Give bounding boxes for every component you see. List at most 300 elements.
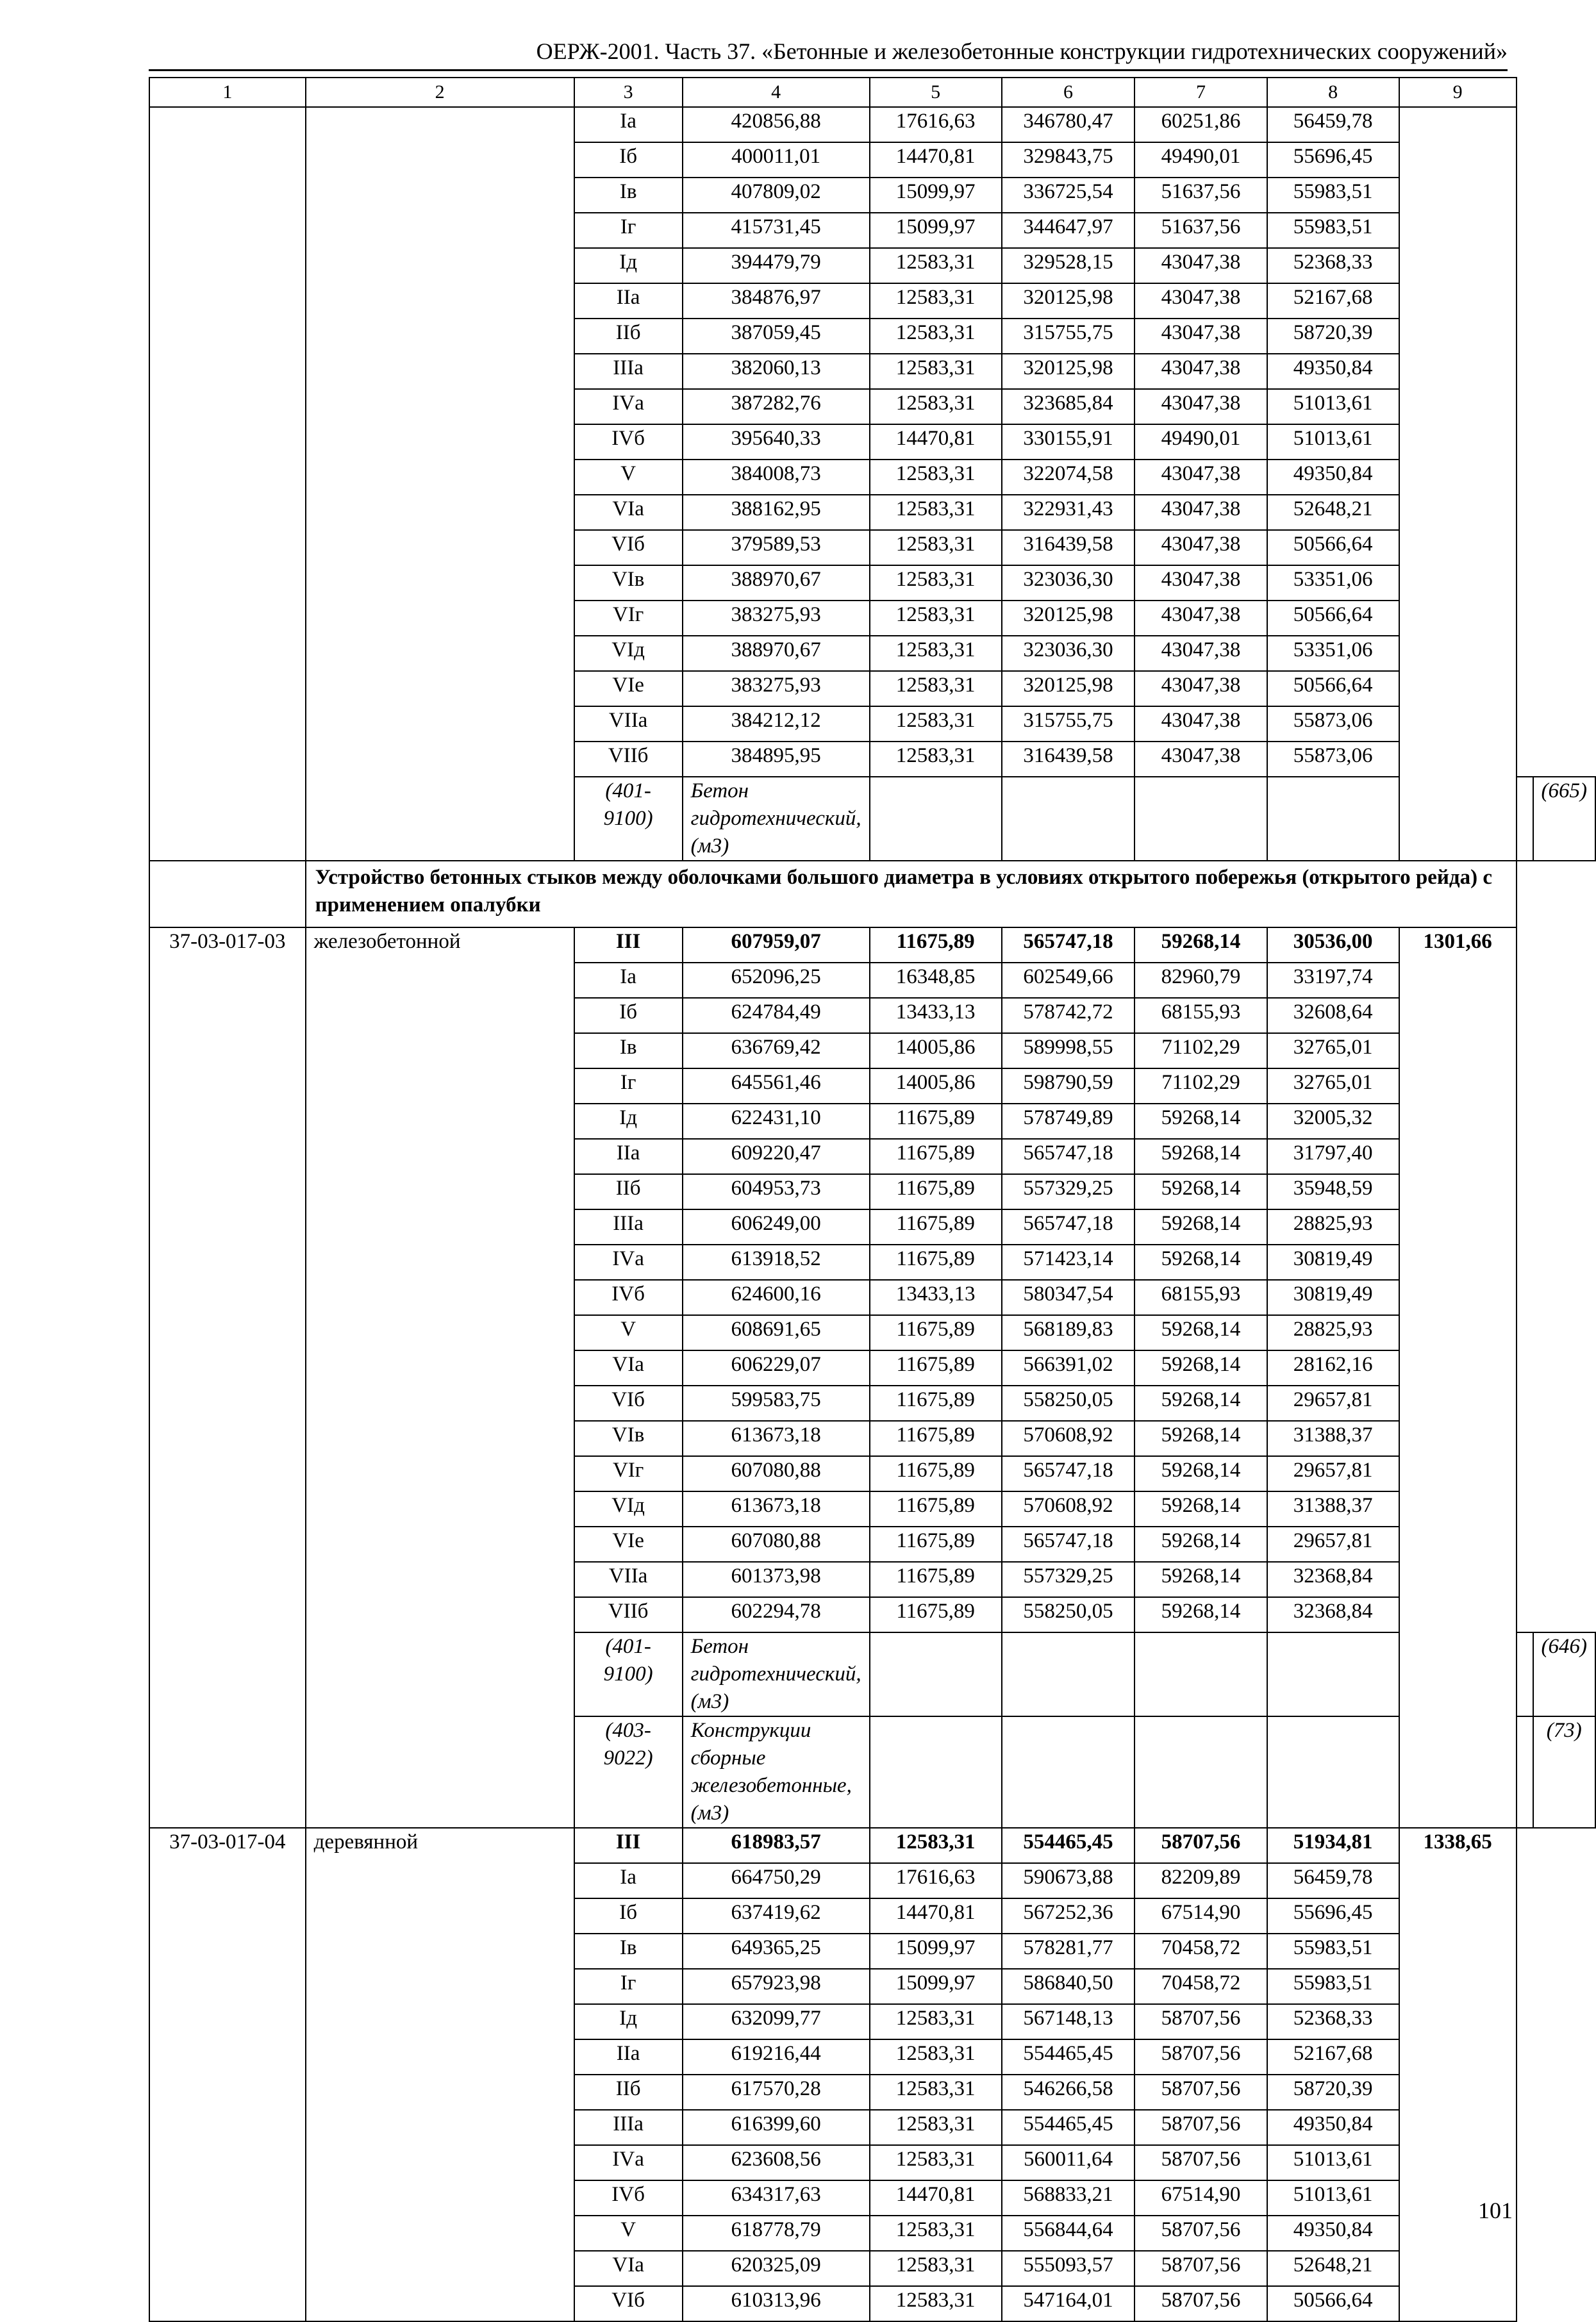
labor-cost-cell: 12583,31 — [870, 1828, 1002, 1863]
machine-cost-cell: 570608,92 — [1002, 1421, 1135, 1456]
labor-cost-cell: 12583,31 — [870, 389, 1002, 424]
machine-cost-cell: 567148,13 — [1002, 2004, 1135, 2039]
machine-cost-cell: 565747,18 — [1002, 1139, 1135, 1174]
zone-cell: IIа — [574, 283, 683, 319]
labor-cost-cell: 12583,31 — [870, 2251, 1002, 2286]
materials-cost-cell: 29657,81 — [1267, 1527, 1399, 1562]
table-row — [149, 1828, 1595, 1863]
zone-cell: Iв — [574, 1934, 683, 1969]
operator-wage-cell: 59268,14 — [1135, 1386, 1267, 1421]
operator-wage-cell: 43047,38 — [1135, 706, 1267, 742]
zone-cell: Iб — [574, 142, 683, 178]
machine-cost-cell: 571423,14 — [1002, 1245, 1135, 1280]
machine-cost-cell: 322931,43 — [1002, 495, 1135, 530]
operator-wage-cell: 43047,38 — [1135, 565, 1267, 601]
total-cost-cell: 420856,88 — [683, 107, 870, 142]
operator-wage-cell: 43047,38 — [1135, 495, 1267, 530]
operator-wage-cell: 59268,14 — [1135, 1315, 1267, 1350]
section-title: Устройство бетонных стыков между оболочками большого диаметра в условиях открытого побережья (открытого рейда) с применением опалубки — [306, 861, 1517, 927]
zone-cell: Iв — [574, 178, 683, 213]
total-cost-cell: 657923,98 — [683, 1969, 870, 2004]
machine-cost-cell: 578749,89 — [1002, 1104, 1135, 1139]
zone-cell: VIе — [574, 671, 683, 706]
machine-cost-cell: 554465,45 — [1002, 1828, 1135, 1863]
labor-cost-cell: 11675,89 — [870, 1174, 1002, 1209]
section-row — [149, 861, 1595, 927]
empty-cell — [1267, 777, 1399, 861]
operator-wage-cell: 82209,89 — [1135, 1863, 1267, 1898]
labor-cost-cell: 12583,31 — [870, 601, 1002, 636]
operator-wage-cell: 58707,56 — [1135, 1828, 1267, 1863]
machine-cost-cell: 567252,36 — [1002, 1898, 1135, 1934]
operator-wage-cell: 82960,79 — [1135, 963, 1267, 998]
materials-cost-cell: 56459,78 — [1267, 1863, 1399, 1898]
labor-cost-cell: 17616,63 — [870, 1863, 1002, 1898]
materials-cost-cell: 49350,84 — [1267, 354, 1399, 389]
zone-cell: VIг — [574, 601, 683, 636]
machine-cost-cell: 556844,64 — [1002, 2216, 1135, 2251]
labor-cost-cell: 17616,63 — [870, 107, 1002, 142]
materials-cost-cell: 53351,06 — [1267, 565, 1399, 601]
total-cost-cell: 624600,16 — [683, 1280, 870, 1315]
empty-cell — [870, 1716, 1002, 1828]
machine-cost-cell: 320125,98 — [1002, 601, 1135, 636]
labor-cost-cell: 12583,31 — [870, 495, 1002, 530]
materials-cost-cell: 53351,06 — [1267, 636, 1399, 671]
total-cost-cell: 609220,47 — [683, 1139, 870, 1174]
machine-cost-cell: 547164,01 — [1002, 2286, 1135, 2321]
materials-cost-cell: 55983,51 — [1267, 178, 1399, 213]
operator-wage-cell: 43047,38 — [1135, 460, 1267, 495]
labor-cost-cell: 16348,85 — [870, 963, 1002, 998]
operator-wage-cell: 59268,14 — [1135, 1597, 1267, 1632]
zone-cell: VIIб — [574, 1597, 683, 1632]
machine-cost-cell: 565747,18 — [1002, 1209, 1135, 1245]
zone-cell: V — [574, 2216, 683, 2251]
labor-cost-cell: 11675,89 — [870, 1421, 1002, 1456]
operator-wage-cell: 67514,90 — [1135, 2180, 1267, 2216]
machine-cost-cell: 578281,77 — [1002, 1934, 1135, 1969]
machine-cost-cell: 323036,30 — [1002, 636, 1135, 671]
materials-cost-cell: 28162,16 — [1267, 1350, 1399, 1386]
zone-cell: Iд — [574, 248, 683, 283]
labor-cost-cell: 12583,31 — [870, 354, 1002, 389]
labor-cost-cell: 11675,89 — [870, 1209, 1002, 1245]
labor-cost-cell: 11675,89 — [870, 1139, 1002, 1174]
machine-cost-cell: 568189,83 — [1002, 1315, 1135, 1350]
machine-cost-cell: 320125,98 — [1002, 283, 1135, 319]
machine-cost-cell: 329843,75 — [1002, 142, 1135, 178]
total-cost-cell: 613673,18 — [683, 1491, 870, 1527]
machine-cost-cell: 323685,84 — [1002, 389, 1135, 424]
zone-cell: IIа — [574, 2039, 683, 2075]
operator-wage-cell: 60251,86 — [1135, 107, 1267, 142]
materials-cost-cell: 55983,51 — [1267, 213, 1399, 248]
labor-hours-cell — [1399, 107, 1517, 861]
zone-cell: VIIб — [574, 742, 683, 777]
materials-cost-cell: 28825,93 — [1267, 1209, 1399, 1245]
labor-cost-cell: 13433,13 — [870, 1280, 1002, 1315]
zone-cell: IIIа — [574, 1209, 683, 1245]
operator-wage-cell: 59268,14 — [1135, 1456, 1267, 1491]
column-number-cell: 8 — [1267, 78, 1399, 107]
labor-cost-cell: 11675,89 — [870, 1597, 1002, 1632]
labor-cost-cell: 11675,89 — [870, 1104, 1002, 1139]
labor-cost-cell: 12583,31 — [870, 671, 1002, 706]
labor-cost-cell: 13433,13 — [870, 998, 1002, 1033]
total-cost-cell: 384008,73 — [683, 460, 870, 495]
table-row — [149, 927, 1595, 963]
operator-wage-cell: 58707,56 — [1135, 2216, 1267, 2251]
operator-wage-cell: 43047,38 — [1135, 530, 1267, 565]
labor-cost-cell: 12583,31 — [870, 283, 1002, 319]
column-number-cell: 2 — [306, 78, 574, 107]
materials-cost-cell: 55696,45 — [1267, 142, 1399, 178]
zone-cell: IVа — [574, 1245, 683, 1280]
total-cost-cell: 607080,88 — [683, 1527, 870, 1562]
zone-cell: VIб — [574, 530, 683, 565]
operator-wage-cell: 43047,38 — [1135, 354, 1267, 389]
materials-cost-cell: 49350,84 — [1267, 2110, 1399, 2145]
machine-cost-cell: 344647,97 — [1002, 213, 1135, 248]
total-cost-cell: 632099,77 — [683, 2004, 870, 2039]
zone-cell: VIб — [574, 2286, 683, 2321]
materials-cost-cell: 30536,00 — [1267, 927, 1399, 963]
zone-cell: VIа — [574, 495, 683, 530]
total-cost-cell: 604953,73 — [683, 1174, 870, 1209]
resource-name: Конструкции сборные железобетонные, (м3) — [683, 1716, 870, 1828]
rate-code-cell: 37-03-017-03 — [149, 927, 306, 1828]
operator-wage-cell: 51637,56 — [1135, 178, 1267, 213]
machine-cost-cell: 330155,91 — [1002, 424, 1135, 460]
zone-cell: Iб — [574, 1898, 683, 1934]
machine-cost-cell: 320125,98 — [1002, 671, 1135, 706]
machine-cost-cell: 329528,15 — [1002, 248, 1135, 283]
machine-cost-cell: 565747,18 — [1002, 1456, 1135, 1491]
empty-cell — [1002, 777, 1135, 861]
machine-cost-cell: 346780,47 — [1002, 107, 1135, 142]
machine-cost-cell: 565747,18 — [1002, 1527, 1135, 1562]
materials-cost-cell: 52368,33 — [1267, 2004, 1399, 2039]
labor-cost-cell: 12583,31 — [870, 460, 1002, 495]
total-cost-cell: 384895,95 — [683, 742, 870, 777]
machine-cost-cell: 554465,45 — [1002, 2110, 1135, 2145]
operator-wage-cell: 70458,72 — [1135, 1969, 1267, 2004]
labor-cost-cell: 12583,31 — [870, 319, 1002, 354]
empty-cell — [1135, 1632, 1267, 1716]
operator-wage-cell: 43047,38 — [1135, 319, 1267, 354]
total-cost-cell: 388970,67 — [683, 565, 870, 601]
column-number-cell: 5 — [870, 78, 1002, 107]
machine-cost-cell: 598790,59 — [1002, 1068, 1135, 1104]
machine-cost-cell: 546266,58 — [1002, 2075, 1135, 2110]
total-cost-cell: 613918,52 — [683, 1245, 870, 1280]
operator-wage-cell: 68155,93 — [1135, 998, 1267, 1033]
machine-cost-cell: 557329,25 — [1002, 1174, 1135, 1209]
total-cost-cell: 608691,65 — [683, 1315, 870, 1350]
labor-cost-cell: 12583,31 — [870, 530, 1002, 565]
resource-quantity: (665) — [1533, 777, 1595, 861]
zone-cell: VIв — [574, 565, 683, 601]
labor-cost-cell: 14470,81 — [870, 424, 1002, 460]
materials-cost-cell: 51934,81 — [1267, 1828, 1399, 1863]
zone-cell: IIIа — [574, 354, 683, 389]
total-cost-cell: 602294,78 — [683, 1597, 870, 1632]
labor-hours-cell: 1301,66 — [1399, 927, 1517, 1828]
machine-cost-cell: 315755,75 — [1002, 706, 1135, 742]
materials-cost-cell: 58720,39 — [1267, 2075, 1399, 2110]
total-cost-cell: 407809,02 — [683, 178, 870, 213]
rate-code-cell — [149, 107, 306, 861]
labor-cost-cell: 12583,31 — [870, 636, 1002, 671]
total-cost-cell: 601373,98 — [683, 1562, 870, 1597]
total-cost-cell: 624784,49 — [683, 998, 870, 1033]
column-number-cell: 7 — [1135, 78, 1267, 107]
operator-wage-cell: 68155,93 — [1135, 1280, 1267, 1315]
operator-wage-cell: 58707,56 — [1135, 2004, 1267, 2039]
operator-wage-cell: 59268,14 — [1135, 927, 1267, 963]
total-cost-cell: 599583,75 — [683, 1386, 870, 1421]
materials-cost-cell: 28825,93 — [1267, 1315, 1399, 1350]
zone-cell: VIа — [574, 1350, 683, 1386]
operator-wage-cell: 58707,56 — [1135, 2251, 1267, 2286]
operator-wage-cell: 59268,14 — [1135, 1174, 1267, 1209]
operator-wage-cell: 51637,56 — [1135, 213, 1267, 248]
materials-cost-cell: 32005,32 — [1267, 1104, 1399, 1139]
page-number: 101 — [1478, 2198, 1513, 2223]
total-cost-cell: 637419,62 — [683, 1898, 870, 1934]
labor-cost-cell: 12583,31 — [870, 248, 1002, 283]
labor-cost-cell: 12583,31 — [870, 2286, 1002, 2321]
header-rule — [149, 69, 1508, 71]
zone-cell: V — [574, 460, 683, 495]
labor-cost-cell: 12583,31 — [870, 565, 1002, 601]
materials-cost-cell: 55696,45 — [1267, 1898, 1399, 1934]
materials-cost-cell: 32608,64 — [1267, 998, 1399, 1033]
total-cost-cell: 645561,46 — [683, 1068, 870, 1104]
column-number-row — [149, 78, 1595, 107]
work-name-cell: деревянной — [306, 1828, 574, 2321]
labor-cost-cell: 14470,81 — [870, 142, 1002, 178]
total-cost-cell: 387059,45 — [683, 319, 870, 354]
operator-wage-cell: 43047,38 — [1135, 742, 1267, 777]
total-cost-cell: 652096,25 — [683, 963, 870, 998]
labor-cost-cell: 11675,89 — [870, 1315, 1002, 1350]
labor-cost-cell: 15099,97 — [870, 1934, 1002, 1969]
total-cost-cell: 619216,44 — [683, 2039, 870, 2075]
rates-table — [149, 77, 1596, 2322]
materials-cost-cell: 49350,84 — [1267, 2216, 1399, 2251]
empty-cell — [1002, 1632, 1135, 1716]
empty-cell — [1135, 1716, 1267, 1828]
total-cost-cell: 620325,09 — [683, 2251, 870, 2286]
zone-cell: IIб — [574, 1174, 683, 1209]
materials-cost-cell: 32765,01 — [1267, 1068, 1399, 1104]
empty-cell — [870, 1632, 1002, 1716]
materials-cost-cell: 32765,01 — [1267, 1033, 1399, 1068]
machine-cost-cell: 570608,92 — [1002, 1491, 1135, 1527]
operator-wage-cell: 59268,14 — [1135, 1562, 1267, 1597]
zone-cell: VIд — [574, 636, 683, 671]
total-cost-cell: 383275,93 — [683, 671, 870, 706]
materials-cost-cell: 32368,84 — [1267, 1562, 1399, 1597]
machine-cost-cell: 602549,66 — [1002, 963, 1135, 998]
operator-wage-cell: 59268,14 — [1135, 1209, 1267, 1245]
total-cost-cell: 607959,07 — [683, 927, 870, 963]
machine-cost-cell: 323036,30 — [1002, 565, 1135, 601]
machine-cost-cell: 320125,98 — [1002, 354, 1135, 389]
total-cost-cell: 387282,76 — [683, 389, 870, 424]
total-cost-cell: 383275,93 — [683, 601, 870, 636]
materials-cost-cell: 52648,21 — [1267, 495, 1399, 530]
materials-cost-cell: 55873,06 — [1267, 742, 1399, 777]
labor-cost-cell: 12583,31 — [870, 2075, 1002, 2110]
materials-cost-cell: 56459,78 — [1267, 107, 1399, 142]
zone-cell: IIа — [574, 1139, 683, 1174]
labor-cost-cell: 11675,89 — [870, 1491, 1002, 1527]
empty-cell — [1517, 1716, 1533, 1828]
operator-wage-cell: 58707,56 — [1135, 2075, 1267, 2110]
empty-cell — [1267, 1716, 1399, 1828]
column-number-cell: 3 — [574, 78, 683, 107]
machine-cost-cell: 558250,05 — [1002, 1597, 1135, 1632]
operator-wage-cell: 49490,01 — [1135, 424, 1267, 460]
materials-cost-cell: 31388,37 — [1267, 1421, 1399, 1456]
machine-cost-cell: 557329,25 — [1002, 1562, 1135, 1597]
zone-cell: IVб — [574, 424, 683, 460]
labor-cost-cell: 14470,81 — [870, 1898, 1002, 1934]
materials-cost-cell: 30819,49 — [1267, 1280, 1399, 1315]
total-cost-cell: 616399,60 — [683, 2110, 870, 2145]
machine-cost-cell: 590673,88 — [1002, 1863, 1135, 1898]
operator-wage-cell: 43047,38 — [1135, 283, 1267, 319]
materials-cost-cell: 35948,59 — [1267, 1174, 1399, 1209]
total-cost-cell: 400011,01 — [683, 142, 870, 178]
work-name-cell: железобетонной — [306, 927, 574, 1828]
zone-cell: Iб — [574, 998, 683, 1033]
labor-cost-cell: 12583,31 — [870, 2216, 1002, 2251]
column-number-cell: 6 — [1002, 78, 1135, 107]
materials-cost-cell: 31797,40 — [1267, 1139, 1399, 1174]
machine-cost-cell: 586840,50 — [1002, 1969, 1135, 2004]
labor-cost-cell: 12583,31 — [870, 2004, 1002, 2039]
total-cost-cell: 618778,79 — [683, 2216, 870, 2251]
column-number-cell: 1 — [149, 78, 306, 107]
machine-cost-cell: 560011,64 — [1002, 2145, 1135, 2180]
column-number-cell: 4 — [683, 78, 870, 107]
zone-cell: Iг — [574, 1969, 683, 2004]
resource-quantity: (646) — [1533, 1632, 1595, 1716]
materials-cost-cell: 52167,68 — [1267, 283, 1399, 319]
machine-cost-cell: 589998,55 — [1002, 1033, 1135, 1068]
total-cost-cell: 606229,07 — [683, 1350, 870, 1386]
operator-wage-cell: 59268,14 — [1135, 1527, 1267, 1562]
labor-cost-cell: 11675,89 — [870, 1456, 1002, 1491]
labor-cost-cell: 11675,89 — [870, 927, 1002, 963]
zone-cell: III — [574, 927, 683, 963]
materials-cost-cell: 55983,51 — [1267, 1969, 1399, 2004]
resource-code: (403-9022) — [574, 1716, 683, 1828]
total-cost-cell: 394479,79 — [683, 248, 870, 283]
machine-cost-cell: 316439,58 — [1002, 530, 1135, 565]
labor-cost-cell: 14005,86 — [870, 1068, 1002, 1104]
total-cost-cell: 610313,96 — [683, 2286, 870, 2321]
labor-cost-cell: 12583,31 — [870, 2145, 1002, 2180]
operator-wage-cell: 59268,14 — [1135, 1350, 1267, 1386]
zone-cell: VIе — [574, 1527, 683, 1562]
materials-cost-cell: 52648,21 — [1267, 2251, 1399, 2286]
operator-wage-cell: 71102,29 — [1135, 1033, 1267, 1068]
zone-cell: IVб — [574, 2180, 683, 2216]
zone-cell: VIIа — [574, 706, 683, 742]
labor-cost-cell: 14470,81 — [870, 2180, 1002, 2216]
zone-cell: V — [574, 1315, 683, 1350]
materials-cost-cell: 51013,61 — [1267, 2145, 1399, 2180]
materials-cost-cell: 52368,33 — [1267, 248, 1399, 283]
materials-cost-cell: 50566,64 — [1267, 671, 1399, 706]
materials-cost-cell: 50566,64 — [1267, 2286, 1399, 2321]
labor-cost-cell: 11675,89 — [870, 1562, 1002, 1597]
materials-cost-cell: 55873,06 — [1267, 706, 1399, 742]
labor-cost-cell: 14005,86 — [870, 1033, 1002, 1068]
total-cost-cell: 623608,56 — [683, 2145, 870, 2180]
operator-wage-cell: 58707,56 — [1135, 2286, 1267, 2321]
materials-cost-cell: 50566,64 — [1267, 530, 1399, 565]
resource-code: (401-9100) — [574, 777, 683, 861]
total-cost-cell: 384212,12 — [683, 706, 870, 742]
zone-cell: Iг — [574, 213, 683, 248]
materials-cost-cell: 58720,39 — [1267, 319, 1399, 354]
materials-cost-cell: 51013,61 — [1267, 424, 1399, 460]
zone-cell: IVб — [574, 1280, 683, 1315]
operator-wage-cell: 43047,38 — [1135, 636, 1267, 671]
materials-cost-cell: 29657,81 — [1267, 1386, 1399, 1421]
operator-wage-cell: 59268,14 — [1135, 1491, 1267, 1527]
materials-cost-cell: 29657,81 — [1267, 1456, 1399, 1491]
zone-cell: IVа — [574, 2145, 683, 2180]
zone-cell: VIд — [574, 1491, 683, 1527]
empty-cell — [1517, 777, 1533, 861]
operator-wage-cell: 43047,38 — [1135, 671, 1267, 706]
resource-name: Бетон гидротехнический, (м3) — [683, 1632, 870, 1716]
zone-cell: IIб — [574, 319, 683, 354]
empty-cell — [1267, 1632, 1399, 1716]
materials-cost-cell: 51013,61 — [1267, 2180, 1399, 2216]
total-cost-cell: 607080,88 — [683, 1456, 870, 1491]
total-cost-cell: 606249,00 — [683, 1209, 870, 1245]
operator-wage-cell: 43047,38 — [1135, 601, 1267, 636]
page-header: ОЕРЖ-2001. Часть 37. «Бетонные и железобетонные конструкции гидротехнических сооружений» — [536, 38, 1508, 64]
materials-cost-cell: 55983,51 — [1267, 1934, 1399, 1969]
resource-quantity: (73) — [1533, 1716, 1595, 1828]
total-cost-cell: 415731,45 — [683, 213, 870, 248]
machine-cost-cell: 578742,72 — [1002, 998, 1135, 1033]
labor-cost-cell: 11675,89 — [870, 1527, 1002, 1562]
empty-cell — [870, 777, 1002, 861]
table-row — [149, 107, 1595, 142]
resource-name: Бетон гидротехнический, (м3) — [683, 777, 870, 861]
total-cost-cell: 617570,28 — [683, 2075, 870, 2110]
materials-cost-cell: 31388,37 — [1267, 1491, 1399, 1527]
labor-cost-cell: 15099,97 — [870, 1969, 1002, 2004]
total-cost-cell: 384876,97 — [683, 283, 870, 319]
materials-cost-cell: 49350,84 — [1267, 460, 1399, 495]
machine-cost-cell: 566391,02 — [1002, 1350, 1135, 1386]
machine-cost-cell: 322074,58 — [1002, 460, 1135, 495]
operator-wage-cell: 67514,90 — [1135, 1898, 1267, 1934]
total-cost-cell: 634317,63 — [683, 2180, 870, 2216]
empty-cell — [1002, 1716, 1135, 1828]
